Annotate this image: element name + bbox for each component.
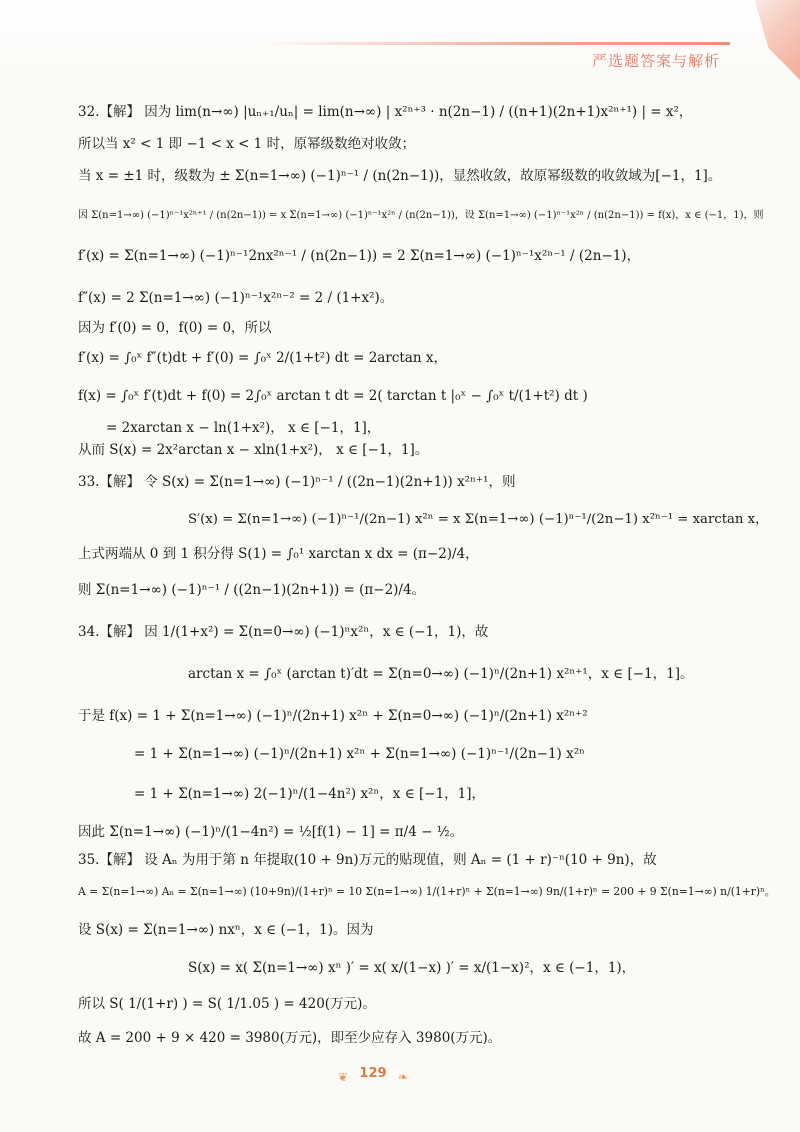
laurel-left-icon: ❦: [338, 1070, 349, 1084]
solution-33-line-2: S′(x) = Σ(n=1→∞) (−1)ⁿ⁻¹/(2n−1) x²ⁿ = x Σ(n=1→∞) (−1)ⁿ⁻¹/(2n−1) x²ⁿ⁻¹ = xarctan x，: [188, 512, 769, 527]
solution-32-line-8: f′(x) = ∫₀ˣ f″(t)dt + f′(0) = ∫₀ˣ 2/(1+t²) dt = 2arctan x，: [78, 350, 447, 366]
header-rule: [260, 42, 730, 45]
section-title: 严选题答案与解析: [591, 52, 720, 70]
solution-32-line-11: 从而 S(x) = 2x²arctan x − xln(1+x²)， x ∈ [−1，1]。: [78, 442, 429, 458]
solution-33-line-1: 33.【解】 令 S(x) = Σ(n=1→∞) (−1)ⁿ⁻¹ / ((2n−1)(2n+1)) x²ⁿ⁺¹，则: [78, 474, 516, 490]
solution-32-line-9: f(x) = ∫₀ˣ f′(t)dt + f(0) = 2∫₀ˣ arctan t dt = 2( tarctan t |₀ˣ − ∫₀ˣ t/(1+t²) dt ): [78, 388, 588, 404]
solution-35-line-4: S(x) = x( Σ(n=1→∞) xⁿ )′ = x( x/(1−x) )′ = x/(1−x)²，x ∈ (−1，1)，: [188, 960, 636, 976]
solution-35-line-2: A = Σ(n=1→∞) Aₙ = Σ(n=1→∞) (10+9n)/(1+r)ⁿ = 10 Σ(n=1→∞) 1/(1+r)ⁿ + Σ(n=1→∞) 9n/(1+r)ⁿ = 200 + 9 Σ(n=1→∞) n/(1+r)ⁿ。: [78, 885, 776, 898]
solution-32-line-4: 因 Σ(n=1→∞) (−1)ⁿ⁻¹x²ⁿ⁺¹ / (n(2n−1)) = x Σ(n=1→∞) (−1)ⁿ⁻¹x²ⁿ / (n(2n−1))，设 Σ(n=1→∞) (−1)ⁿ⁻¹x²ⁿ / (n(2n−1)) = f(x)，x ∈ (−1，1)，则: [78, 210, 764, 221]
solution-32-line-7: 因为 f′(0) = 0，f(0) = 0，所以: [78, 320, 272, 336]
solution-32-line-5: f′(x) = Σ(n=1→∞) (−1)ⁿ⁻¹2nx²ⁿ⁻¹ / (n(2n−1)) = 2 Σ(n=1→∞) (−1)ⁿ⁻¹x²ⁿ⁻¹ / (2n−1)，: [78, 248, 641, 264]
solution-33-line-3: 上式两端从 0 到 1 积分得 S(1) = ∫₀¹ xarctan x dx = (π−2)/4，: [78, 546, 479, 562]
solution-34-line-5: = 1 + Σ(n=1→∞) 2(−1)ⁿ/(1−4n²) x²ⁿ，x ∈ [−1，1]，: [134, 786, 486, 802]
solution-35-line-1: 35.【解】 设 Aₙ 为用于第 n 年提取(10 + 9n)万元的贴现值，则 Aₙ = (1 + r)⁻ⁿ(10 + 9n)，故: [78, 852, 657, 868]
solution-32-line-10: = 2xarctan x − ln(1+x²)， x ∈ [−1，1]，: [106, 420, 381, 436]
page-number: 129: [359, 1066, 387, 1081]
solution-34-line-2: arctan x = ∫₀ˣ (arctan t)′dt = Σ(n=0→∞) (−1)ⁿ/(2n+1) x²ⁿ⁺¹，x ∈ [−1，1]。: [188, 666, 694, 682]
solution-35-line-3: 设 S(x) = Σ(n=1→∞) nxⁿ，x ∈ (−1，1)。因为: [78, 922, 374, 938]
solution-35-line-6: 故 A = 200 + 9 × 420 = 3980(万元)，即至少应存入 3980(万元)。: [78, 1030, 502, 1046]
solution-32-line-2: 所以当 x² < 1 即 −1 < x < 1 时，原幂级数绝对收敛；: [78, 136, 416, 152]
solution-32-line-3: 当 x = ±1 时，级数为 ± Σ(n=1→∞) (−1)ⁿ⁻¹ / (n(2n−1))，显然收敛，故原幂级数的收敛域为[−1，1]。: [78, 168, 722, 184]
laurel-right-icon: ❧: [397, 1070, 408, 1084]
solution-35-line-5: 所以 S( 1/(1+r) ) = S( 1/1.05 ) = 420(万元)。: [78, 996, 376, 1012]
solution-33-line-4: 则 Σ(n=1→∞) (−1)ⁿ⁻¹ / ((2n−1)(2n+1)) = (π−2)/4。: [78, 582, 426, 598]
solution-34-line-4: = 1 + Σ(n=1→∞) (−1)ⁿ/(2n+1) x²ⁿ + Σ(n=1→∞) (−1)ⁿ⁻¹/(2n−1) x²ⁿ: [134, 746, 585, 762]
solution-32-line-6: f″(x) = 2 Σ(n=1→∞) (−1)ⁿ⁻¹x²ⁿ⁻² = 2 / (1+x²)。: [78, 290, 394, 306]
solution-34-line-1: 34.【解】 因 1/(1+x²) = Σ(n=0→∞) (−1)ⁿx²ⁿ，x ∈ (−1，1)，故: [78, 624, 489, 640]
solution-32-line-1: 32.【解】 因为 lim(n→∞) |uₙ₊₁/uₙ| = lim(n→∞) | x²ⁿ⁺³ · n(2n−1) / ((n+1)(2n+1)x²ⁿ⁺¹) | = x²，: [78, 104, 693, 120]
page-number-badge: [338, 1060, 408, 1088]
solution-34-line-3: 于是 f(x) = 1 + Σ(n=1→∞) (−1)ⁿ/(2n+1) x²ⁿ + Σ(n=0→∞) (−1)ⁿ/(2n+1) x²ⁿ⁺²: [78, 708, 588, 724]
solution-34-line-6: 因此 Σ(n=1→∞) (−1)ⁿ/(1−4n²) = ½[f(1) − 1] = π/4 − ½。: [78, 824, 464, 840]
